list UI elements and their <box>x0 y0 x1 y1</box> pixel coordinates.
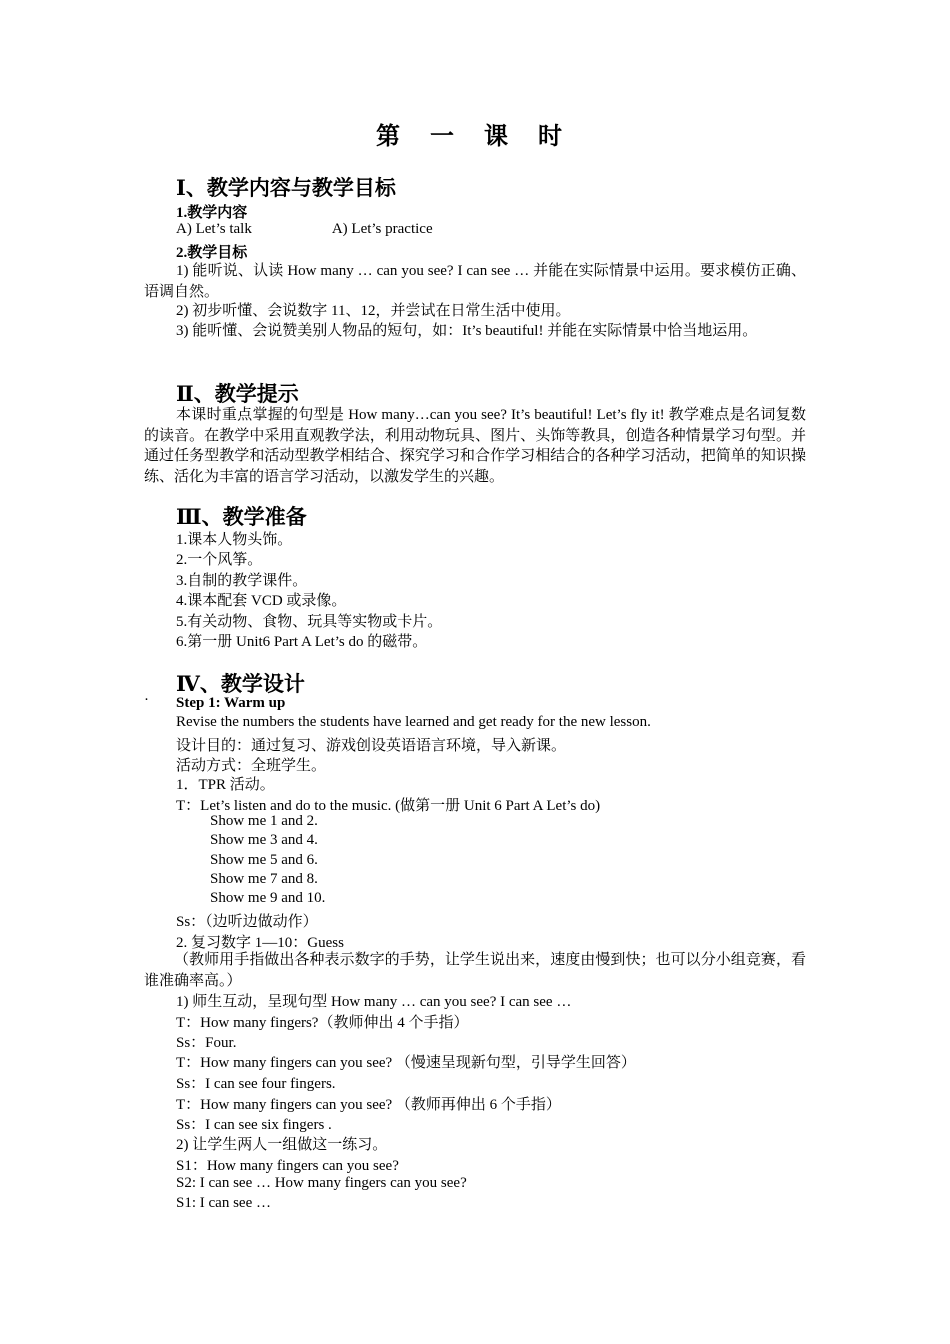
goal-1: 1) 能听说、认读 How many … can you see? I can see … 并能在实际情景中运用。要求模仿正确、语调自然。 <box>144 263 806 300</box>
page-title: 第 一 课 时 <box>376 124 574 150</box>
review-line: 2. 复习数字 1—10：Guess <box>176 935 344 951</box>
goal-2: 2) 初步听懂、会说数字 11、12，并尝试在日常生活中使用。 <box>176 303 571 319</box>
prep-item: 1.课本人物头饰。 <box>176 532 293 548</box>
review-description: （教师用手指做出各种表示数字的手势，让学生说出来，速度由慢到快；也可以分小组竞赛，看谁准确率高。） <box>144 952 806 989</box>
goal-3: 3) 能听懂、会说赞美别人物品的短句，如：It’s beautiful! 并能在实际情景中恰当地运用。 <box>176 323 758 339</box>
content-line <box>176 221 433 238</box>
dialogue-line: Ss：I can see four fingers. <box>176 1076 336 1092</box>
tips-paragraph: 本课时重点掌握的句型是 How many…can you see? It’s beautiful! Let’s fly it! 教学难点是名词复数的读音。在教学中采用直观教学法，利用动物玩具、图片、头饰等教具，创造各种情景学习句型。并通过任务型教学和活动型教学相结合、探究学习和合作学习相结合的各种学习活动，把简单的知识操练、活化为丰富的语言学习活动，以激发学生的兴趣。 <box>144 407 806 485</box>
dialogue-line: 2) 让学生两人一组做这一练习。 <box>176 1137 388 1153</box>
students-action-line: Ss：（边听边做动作） <box>176 914 318 930</box>
prep-item: 2.一个风筝。 <box>176 552 263 568</box>
show-line: Show me 9 and 10. <box>210 890 326 906</box>
subheading-content: 1.教学内容 <box>176 205 248 221</box>
section-heading-design: Ⅳ、教学设计 <box>176 672 305 696</box>
subheading-goals: 2.教学目标 <box>176 245 248 261</box>
prep-item: 5.有关动物、食物、玩具等实物或卡片。 <box>176 614 443 630</box>
dialogue-line: T：How many fingers can you see? （慢速呈现新句型，引导学生回答） <box>176 1055 636 1071</box>
dialogue-line: S2: I can see … How many fingers can you see? <box>176 1175 467 1191</box>
section-heading-content-goals: Ⅰ、教学内容与教学目标 <box>176 176 396 200</box>
prep-item: 6.第一册 Unit6 Part A Let’s do 的磁带。 <box>176 634 428 650</box>
section-heading-tips: Ⅱ、教学提示 <box>176 382 299 406</box>
prep-item: 4.课本配套 VCD 或录像。 <box>176 593 347 609</box>
dialogue-line: Ss：Four. <box>176 1035 237 1051</box>
show-line: Show me 3 and 4. <box>210 832 318 848</box>
dialogue-line: S1：How many fingers can you see? <box>176 1158 399 1174</box>
show-line: Show me 5 and 6. <box>210 852 318 868</box>
teacher-music-line: T：Let’s listen and do to the music. (做第一册 Unit 6 Part A Let’s do) <box>176 798 601 814</box>
dialogue-line: Ss：I can see six fingers . <box>176 1117 332 1133</box>
show-line: Show me 1 and 2. <box>210 813 318 829</box>
step-1-heading: Step 1: Warm up <box>176 695 286 711</box>
dialogue-line: T：How many fingers?（教师伸出 4 个手指） <box>176 1015 469 1031</box>
mode-line: 活动方式：全班学生。 <box>176 758 327 774</box>
show-line: Show me 7 and 8. <box>210 871 318 887</box>
dialogue-line: S1: I can see … <box>176 1195 271 1211</box>
bullet-mark: · <box>144 692 149 708</box>
tpr-line: 1．TPR 活动。 <box>176 777 275 793</box>
prep-item: 3.自制的教学课件。 <box>176 573 308 589</box>
purpose-line: 设计目的：通过复习、游戏创设英语语言环境，导入新课。 <box>176 738 567 754</box>
dialogue-line: 1) 师生互动，呈现句型 How many … can you see? I can see … <box>176 994 572 1010</box>
dialogue-line: T：How many fingers can you see? （教师再伸出 6 个手指） <box>176 1097 561 1113</box>
content-item-talk: A) Let’s talk <box>176 221 252 237</box>
content-item-practice: A) Let’s practice <box>331 221 433 237</box>
section-heading-preparation: Ⅲ、教学准备 <box>176 505 307 529</box>
revise-line: Revise the numbers the students have learned and get ready for the new lesson. <box>176 714 651 730</box>
